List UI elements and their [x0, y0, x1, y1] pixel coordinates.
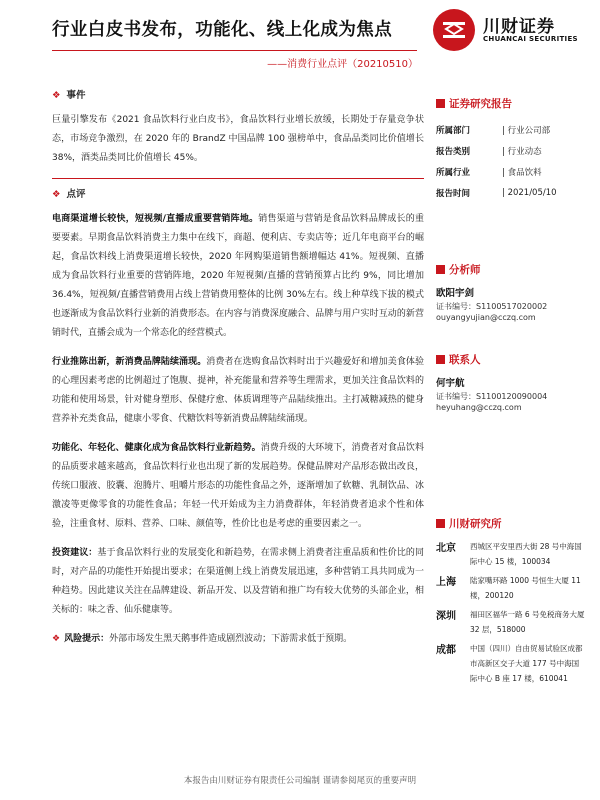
- event-heading: ❖ 事件: [52, 90, 86, 101]
- analyst-block: [436, 262, 586, 323]
- address-item: 成都 中国（四川）自由贸易试验区成都市高新区交子大道 177 号中海国际中心 B 座 17 楼，610041: [436, 644, 583, 683]
- contact-name: 何宇航: [436, 378, 465, 389]
- info-row: 所属部门 | 行业公司部: [436, 125, 551, 136]
- investment-advice: 投资建议：基于食品饮料行业的发展变化和新趋势，在需求侧上消费者注重品质和性价比的同时，对产品的功能性开始提出要求；在渠道侧上线上消费发展迅速，多种营销工具共同成为一种趋势。因此建议关注在品牌建设、新品开发、以及营销和推广均有较大优势的头部企业，相关标的：味之香、仙乐健康等。: [52, 548, 424, 615]
- page-footer: 本报告由川财证券有限责任公司编制 谨请参阅尾页的重要声明: [183, 776, 417, 786]
- analyst-email[interactable]: ouyangyujian@cczq.com: [436, 313, 536, 322]
- comment-paragraph: 行业推陈出新，新消费品牌陆续涌现。消费者在选购食品饮料时出于兴趣爱好和增加美食体验的心理因素考虑的比例超过了饱腹、提神，补充能量和营养等生理需求，更加关注食品饮料的功能和使用场景，针对健身塑形、保健疗愈、体质调理等产品陆续推出。主打减糖减热的健身营养补充类食品，健康小零食、代糖饮料等新消费品牌陆续涌现。: [52, 357, 424, 424]
- report-heading: 证券研究报告: [436, 96, 586, 111]
- contact-block: [436, 352, 586, 413]
- diamond-icon: ❖: [52, 90, 61, 101]
- main-column: [52, 86, 424, 659]
- comment-paragraph: 电商渠道增长较快，短视频/直播成重要营销阵地。销售渠道与营销是食品饮料品牌成长的重要要素。早期食品饮料消费主力集中在线下，商超、便利店、专卖店等；近几年电商平台的崛起，食品饮料线上消费渠道增长较快，2020 年网购渠道销售额增幅达 41%。短视频、直播成为食品饮料行业重要的营销阵地，2020 年短视频/直播的营销预算占比约 9%，同比增加 36.4%，短视频/直播营销费用占线上营销费用整体的比例 30%左右。线上种草线下拔的模式也逐渐成为食品饮料行业新的消费形态。在内容与消费深度融合、品牌与用户实时互动的新营销时代，直播会成为一个常态化的经营模式。: [52, 214, 424, 338]
- square-icon: [436, 519, 445, 528]
- analyst-heading: 分析师: [436, 262, 586, 277]
- institute-block: [436, 516, 586, 690]
- square-icon: [436, 355, 445, 364]
- logo-name: 川财证券: [483, 17, 555, 37]
- diamond-icon: ❖: [52, 189, 61, 200]
- address-item: 北京 西城区平安里西大街 28 号中海国际中心 15 楼，100034: [436, 542, 582, 566]
- diamond-icon: ❖: [52, 634, 61, 644]
- title-rule: [52, 50, 417, 51]
- logo-en: CHUANCAI SECURITIES: [483, 35, 578, 43]
- divider: [52, 178, 424, 179]
- info-row: 报告时间 | 2021/05/10: [436, 187, 557, 199]
- comment-heading: ❖ 点评: [52, 189, 86, 200]
- logo-mark-icon: [433, 9, 475, 51]
- contact-heading: 联系人: [436, 352, 586, 367]
- risk-warning: ❖ 风险提示：外部市场发生黑天鹅事件造成剧烈波动；下游需求低于预期。: [52, 634, 353, 644]
- comment-paragraph: 功能化、年轻化、健康化成为食品饮料行业新趋势。消费升级的大环境下，消费者对食品饮料的品质要求越来越高，食品饮料行业也出现了新的发展趋势。保健品牌对产品形态做出改良，传统口服液、胶囊、泡腾片、咀嚼片形态的功能性食品之外，逐渐增加了软糖、乳制饮品、冰激凌等更像零食的功能性食品；年轻一代开始成为主力消费群体，年轻消费者追求个性和体验，注重食材、原料、营养、口味、颜值等，性价比也是考虑的重要因素之一。: [52, 443, 424, 529]
- address-item: 深圳 福田区福华一路 6 号免税商务大厦 32 层，518000: [436, 610, 585, 634]
- info-row: 所属行业 | 食品饮料: [436, 167, 542, 178]
- analyst-name: 欧阳宇剑: [436, 288, 475, 299]
- square-icon: [436, 99, 445, 108]
- contact-cert: 证书编号：S1100120090004: [436, 392, 548, 401]
- report-subtitle: ——消费行业点评（20210510）: [267, 59, 418, 70]
- event-text: 巨量引擎发布《2021 食品饮料行业白皮书》，食品饮料行业增长放缓，长期处于存量竞争状态，市场竞争激烈，在 2020 年的 BrandZ 中国品牌 100 强榜单中，食品品类同比价值增长 38%，酒类品类同比价值增长 45%。: [52, 115, 424, 163]
- company-logo: [433, 8, 578, 52]
- report-info: [436, 96, 586, 203]
- contact-email[interactable]: heyuhang@cczq.com: [436, 403, 522, 412]
- info-row: 报告类别 | 行业动态: [436, 146, 542, 157]
- square-icon: [436, 265, 445, 274]
- address-item: 上海 陆家嘴环路 1000 号恒生大厦 11 楼，200120: [436, 576, 581, 600]
- institute-heading: 川财研究所: [436, 516, 586, 531]
- report-title: 行业白皮书发布，功能化、线上化成为焦点: [52, 20, 393, 40]
- analyst-cert: 证书编号：S1100517020002: [436, 302, 548, 311]
